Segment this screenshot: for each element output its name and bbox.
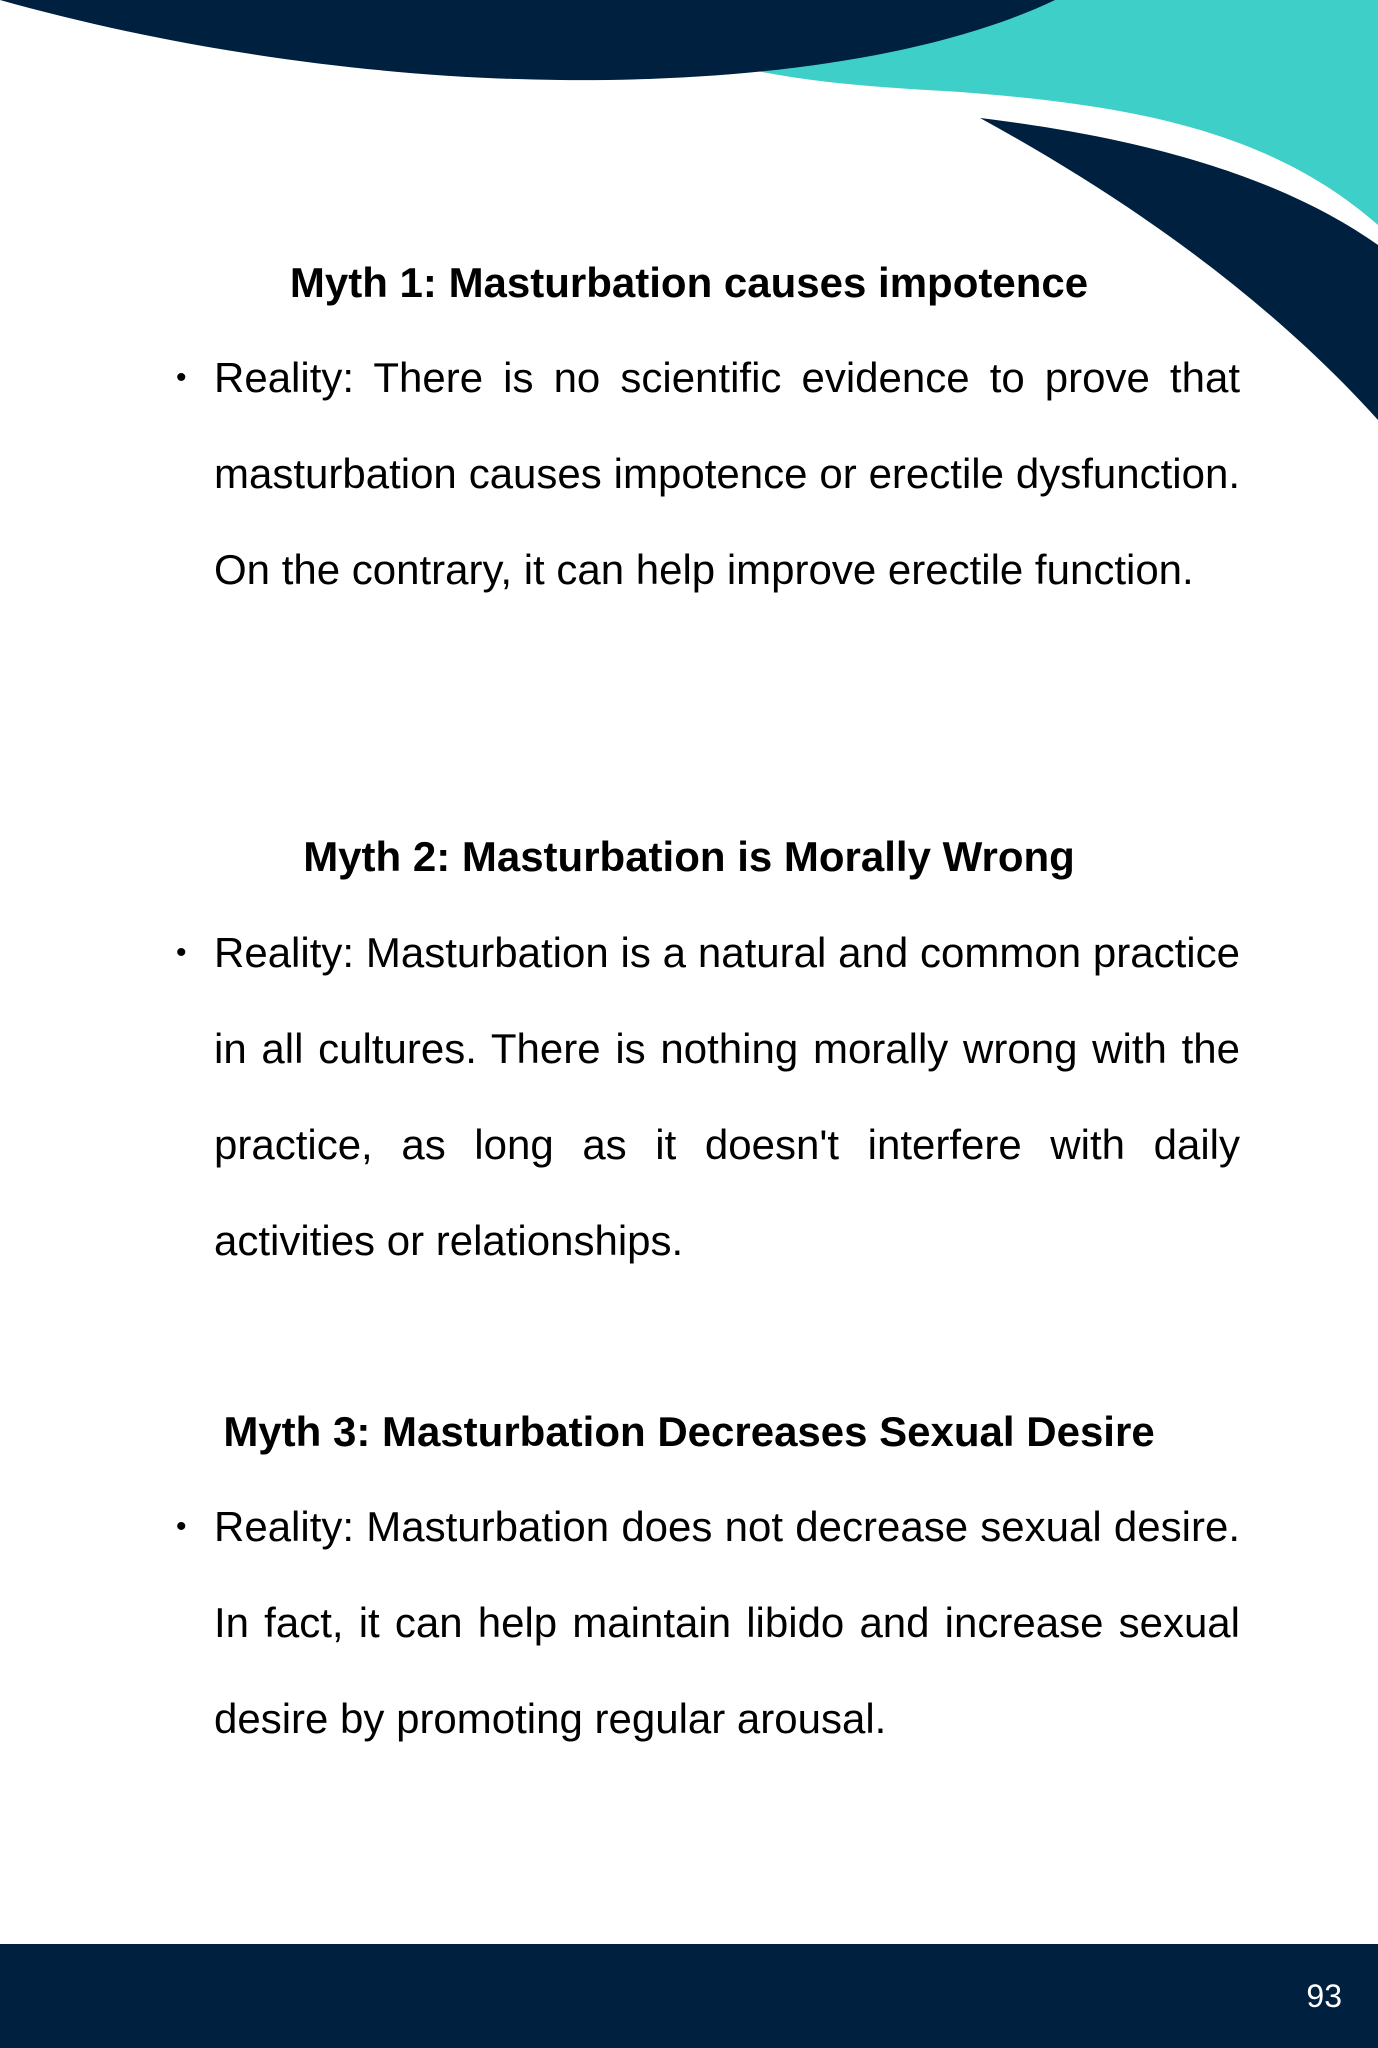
myth-2-bullet: • <box>176 936 187 969</box>
myth-1-bullet: • <box>176 361 187 394</box>
myth-3-bullet: • <box>176 1510 187 1543</box>
myth-2-heading: Myth 2: Masturbation is Morally Wrong <box>303 833 1075 880</box>
myth-3-heading: Myth 3: Masturbation Decreases Sexual Desire <box>223 1408 1155 1455</box>
page-number: 93 <box>1306 1978 1342 2014</box>
myth-3-reality: Reality: Masturbation does not decrease sexual desire. In fact, it can help maintain libido and increase sexual desire by promoting regular arousal. <box>214 1503 1240 1742</box>
myth-1-reality: Reality: There is no scientific evidence to prove that masturbation causes impotence or erectile dysfunction. On the contrary, it can help improve erectile function. <box>214 354 1240 593</box>
myth-1-heading: Myth 1: Masturbation causes impotence <box>289 259 1089 306</box>
footer-bar <box>0 1944 1378 2048</box>
myth-2-reality: Reality: Masturbation is a natural and common practice in all cultures. There is nothing morally wrong with the practice, as long as it doesn't interfere with daily activities or relationships. <box>214 929 1240 1264</box>
